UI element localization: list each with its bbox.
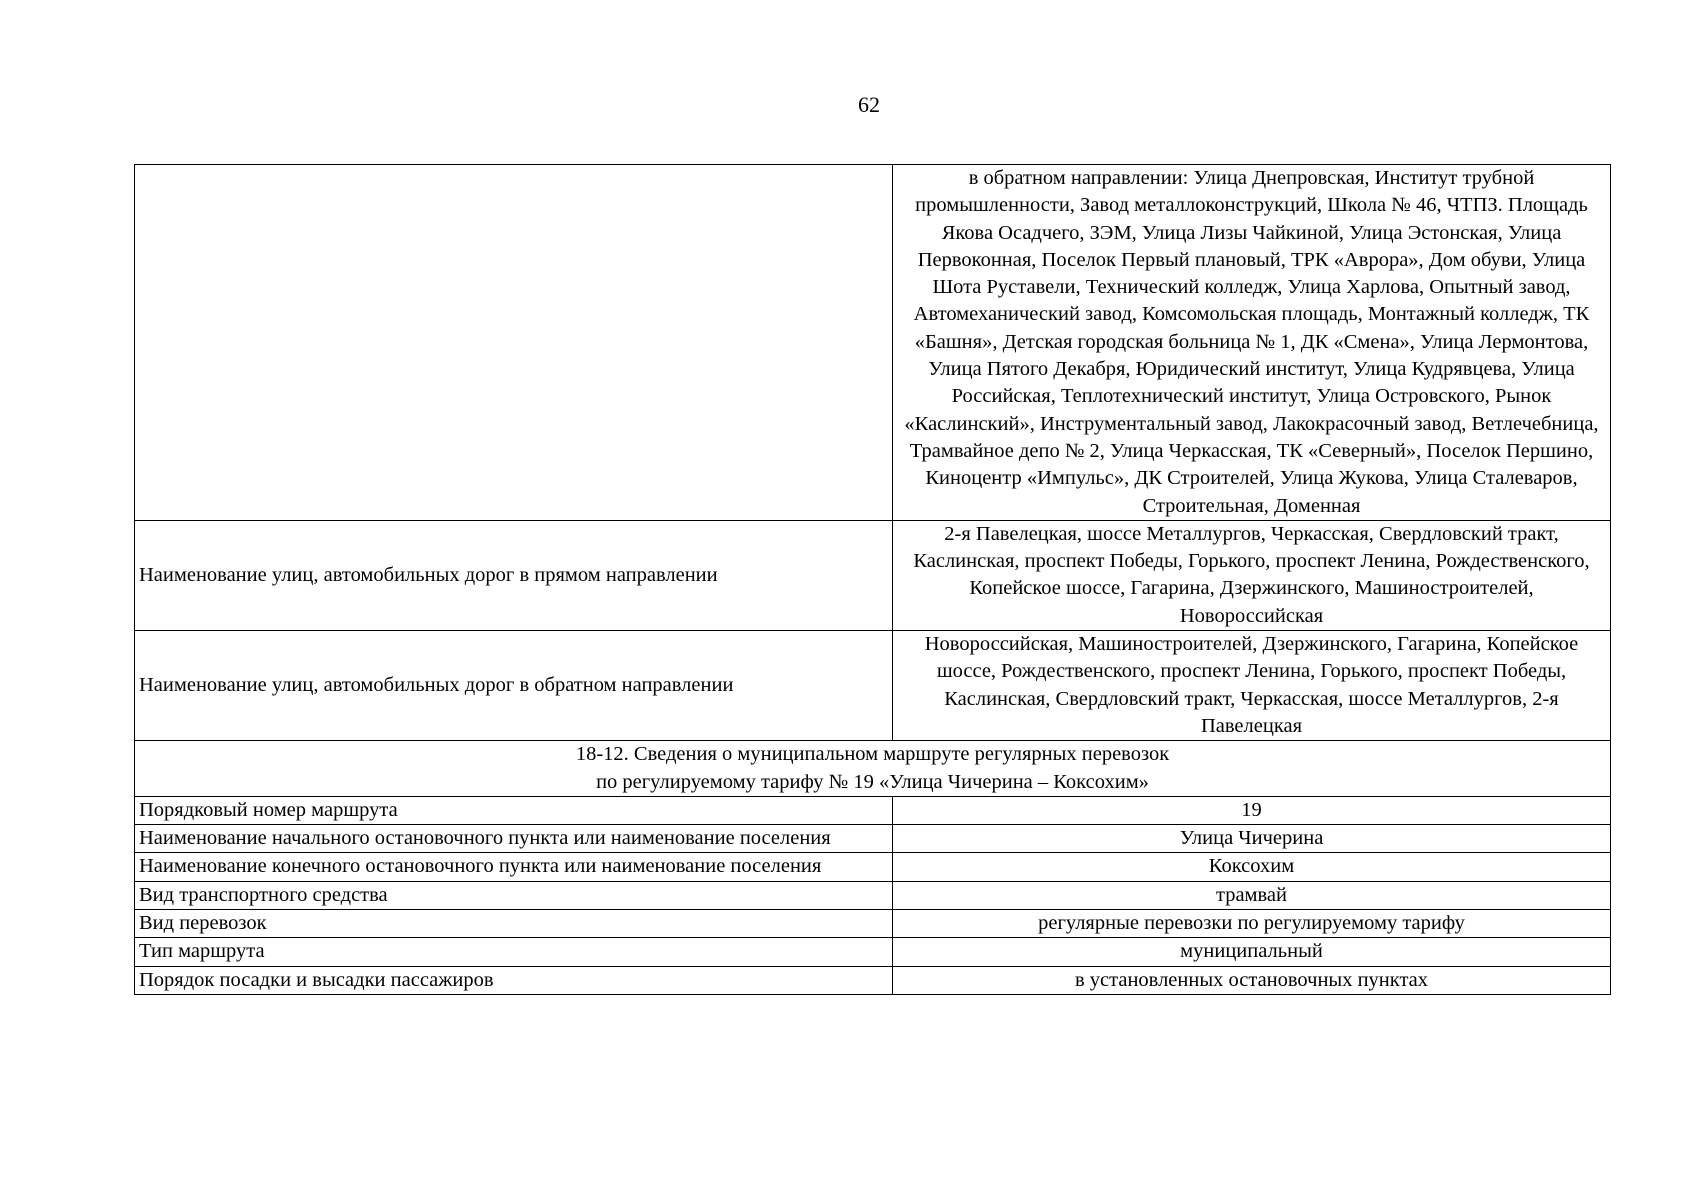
table-row	[135, 165, 1611, 521]
boarding-order-label: Порядок посадки и высадки пассажиров	[135, 966, 893, 994]
table-row	[135, 966, 1611, 994]
vehicle-type-value: трамвай	[893, 881, 1611, 909]
start-stop-value: Улица Чичерина	[893, 825, 1611, 853]
start-stop-label: Наименование начального остановочного пункта или наименование поселения	[135, 825, 893, 853]
route-type-value: муниципальный	[893, 938, 1611, 966]
table-row	[135, 631, 1611, 741]
return-stops-cell: в обратном направлении: Улица Днепровская, Институт трубной промышленности, Завод металлоконструкций, Школа № 46, ЧТПЗ. Площадь Якова Осадчего, ЗЭМ, Улица Лизы Чайкиной, Улица Эстонская, Улица Первоконная, Поселок Первый плановый, ТРК «Аврора», Дом обуви, Улица Шота Руставели, Технический колледж, Улица Харлова, Опытный завод, Автомеханический завод, Комсомольская площадь, Монтажный колледж, ТК «Башня», Детская городская больница № 1, ДК «Смена», Улица Лермонтова, Улица Пятого Декабря, Юридический институт, Улица Кудрявцева, Улица Российская, Теплотехнический институт, Улица Островского, Рынок «Каслинский», Инструментальный завод, Лакокрасочный завод, Ветлечебница, Трамвайное депо № 2, Улица Черкасская, ТК «Северный», Поселок Першино, Киноцентр «Импульс», ДК Строителей, Улица Жукова, Улица Сталеваров, Строительная, Доменная	[893, 165, 1611, 521]
table-row	[135, 938, 1611, 966]
transport-kind-value: регулярные перевозки по регулируемому тарифу	[893, 910, 1611, 938]
table-row	[135, 520, 1611, 630]
route-number-label: Порядковый номер маршрута	[135, 796, 893, 824]
section-heading-row	[135, 741, 1611, 797]
route-number-value: 19	[893, 796, 1611, 824]
table-row	[135, 881, 1611, 909]
section-heading	[135, 741, 1611, 797]
table-row	[135, 796, 1611, 824]
return-streets-value: Новороссийская, Машиностроителей, Дзержинского, Гагарина, Копейское шоссе, Рождественского, проспект Ленина, Горького, проспект Победы, Каслинская, Свердловский тракт, Черкасская, шоссе Металлургов, 2-я Павелецкая	[893, 631, 1611, 741]
page-number: 62	[858, 92, 880, 117]
row-label	[135, 165, 893, 521]
boarding-order-value: в установленных остановочных пунктах	[893, 966, 1611, 994]
forward-streets-label: Наименование улиц, автомобильных дорог в прямом направлении	[135, 520, 893, 630]
end-stop-value: Коксохим	[893, 853, 1611, 881]
end-stop-label: Наименование конечного остановочного пункта или наименование поселения	[135, 853, 893, 881]
transport-kind-label: Вид перевозок	[135, 910, 893, 938]
section-title-line-1: 18-12. Сведения о муниципальном маршруте регулярных перевозок	[575, 743, 1170, 766]
return-streets-label: Наименование улиц, автомобильных дорог в обратном направлении	[135, 631, 893, 741]
table-row	[135, 853, 1611, 881]
section-title-line-2: по регулируемому тарифу № 19 «Улица Чичерина – Коксохим»	[596, 770, 1149, 793]
table-row	[135, 825, 1611, 853]
vehicle-type-label: Вид транспортного средства	[135, 881, 893, 909]
route-info-table	[134, 164, 1611, 995]
forward-streets-value: 2-я Павелецкая, шоссе Металлургов, Черкасская, Свердловский тракт, Каслинская, проспект Победы, Горького, проспект Ленина, Рождественского, Копейское шоссе, Гагарина, Дзержинского, Машиностроителей, Новороссийская	[893, 520, 1611, 630]
table-row	[135, 910, 1611, 938]
route-type-label: Тип маршрута	[135, 938, 893, 966]
